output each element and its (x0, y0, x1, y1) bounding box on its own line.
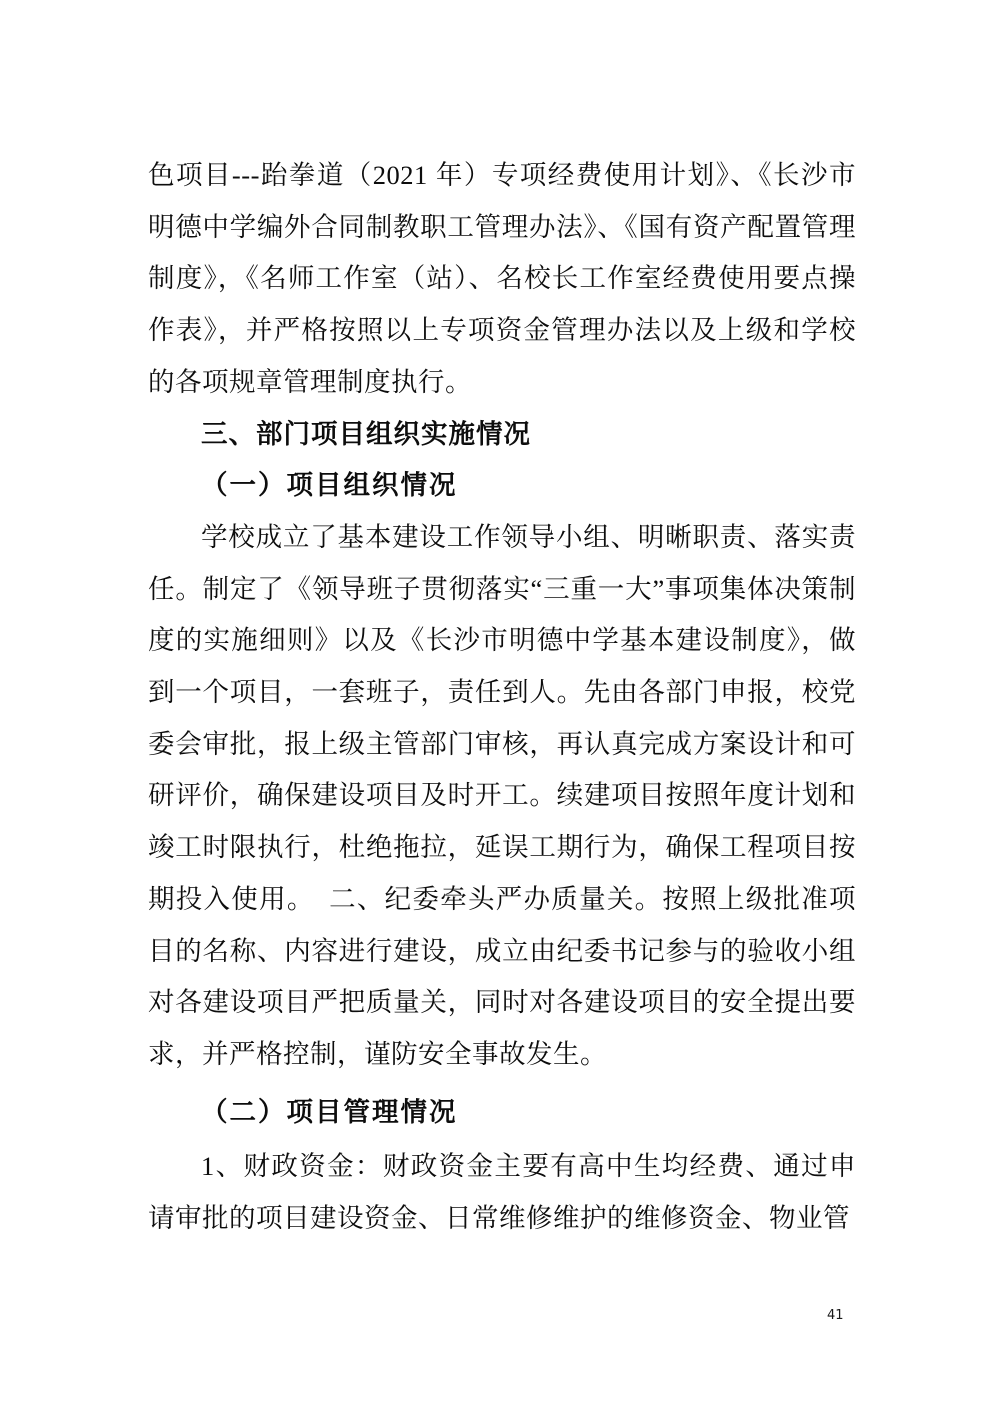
page-number: 41 (827, 1308, 844, 1323)
paragraph-continuation: 色项目---跆拳道（2021 年）专项经费使用计划》、《长沙市明德中学编外合同制教职工管理办法》、《国有资产配置管理制度》，《名师工作室（站）、名校长工作室经费使用要点操作表》，并严格按照以上专项资金管理办法以及上级和学校的各项规章管理制度执行。 (148, 160, 856, 397)
sub-heading-1: （一）项目组织情况 (201, 470, 458, 501)
paragraph-project-organization: 学校成立了基本建设工作领导小组、明晰职责、落实责任。制定了《领导班子贯彻落实“三重一大”事项集体决策制度的实施细则》以及《长沙市明德中学基本建设制度》，做到一个项目，一套班子，责任到人。先由各部门申报，校党委会审批，报上级主管部门审核，再认真完成方案设计和可研评价，确保建设项目及时开工。续建项目按照年度计划和竣工时限执行，杜绝拖拉，延误工期行为，确保工程项目按期投入使用。 二、纪委牵头严办质量关。按照上级批准项目的名称、内容进行建设，成立由纪委书记参与的验收小组对各建设项目严把质量关，同时对各建设项目的安全提出要求，并严格控制，谨防安全事故发生。 (148, 521, 856, 1069)
section-heading-3: 三、部门项目组织实施情况 (201, 418, 531, 449)
sub-heading-2: （二）项目管理情况 (201, 1096, 458, 1127)
document-body (148, 150, 856, 1245)
paragraph-project-management: 1、财政资金：财政资金主要有高中生均经费、通过申请审批的项目建设资金、日常维修维护的维修资金、物业管 (148, 1151, 856, 1234)
